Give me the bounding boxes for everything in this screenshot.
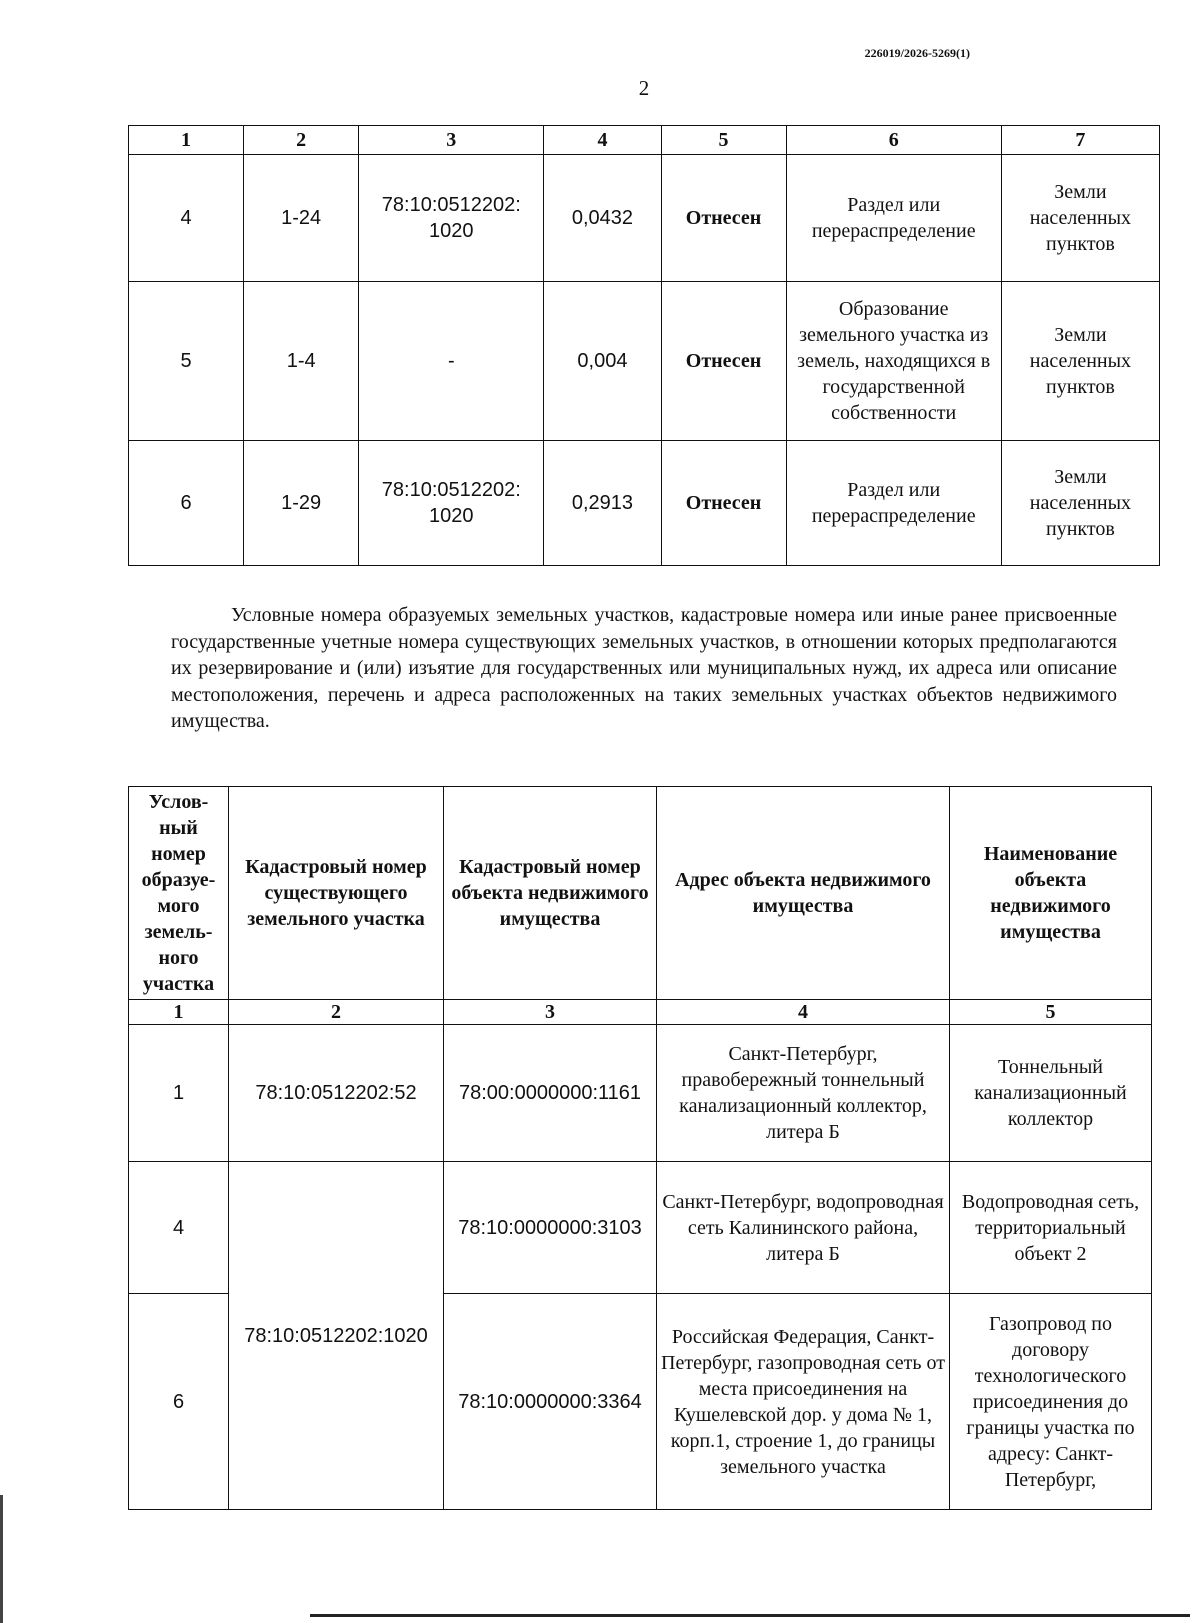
object-cadastral-cell: 78:10:0000000:3364: [444, 1294, 657, 1510]
document-id: 226019/2026-5269(1): [864, 46, 970, 60]
plot-number-cell: 1: [129, 1025, 229, 1162]
table1-cell: 0,0432: [544, 155, 661, 282]
table1-col-header: 4: [544, 126, 661, 155]
table2-col-number: 1: [129, 1000, 229, 1025]
table2-col-header: Адрес объекта недвижимого имущества: [657, 787, 950, 1000]
description-paragraph: Условные номера образуемых земельных участков, кадастровые номера или иные ранее присвоенные государственные учетные номера существующих земельных участков, в отношении которых предполагаются их резервирование и (или) изъятие для государственных или муниципальных нужд, их адреса или описание местоположения, перечень и адреса расположенных на таких земельных участках объектов недвижимого имущества.: [171, 604, 1117, 732]
table1-cell: Отнесен: [661, 441, 786, 566]
land-plots-table: [128, 125, 1160, 566]
table1-cell: 1-29: [244, 441, 359, 566]
table-row: [129, 441, 1160, 566]
table2-header-row: [129, 787, 1152, 1000]
table1-cell: Раздел или перераспределение: [786, 155, 1001, 282]
table1-cell: Земли населенных пунктов: [1001, 282, 1159, 441]
table2-col-header: Наименование объекта недвижимого имущества: [950, 787, 1152, 1000]
table1-cell: 1-24: [244, 155, 359, 282]
address-cell: Санкт-Петербург, правобережный тоннельный канализационный коллектор, литера Б: [657, 1025, 950, 1162]
table1-cell: 5: [129, 282, 244, 441]
table-row: [129, 1025, 1152, 1162]
object-cadastral-cell: 78:10:0000000:3103: [444, 1162, 657, 1294]
table2-col-number: 3: [444, 1000, 657, 1025]
table2-col-header: Услов-ный номер образуе-мого земель-ного участка: [129, 787, 229, 1000]
table1-col-header: 3: [359, 126, 544, 155]
table1-col-header: 6: [786, 126, 1001, 155]
land-cadastral-cell: 78:10:0512202:1020: [229, 1162, 444, 1510]
table1-cell: 78:10:0512202: 1020: [359, 441, 544, 566]
page-number: 2: [638, 76, 650, 100]
land-cadastral-cell: 78:10:0512202:52: [229, 1025, 444, 1162]
address-cell: Российская Федерация, Санкт-Петербург, газопроводная сеть от места присоединения на Кушелевской дор. у дома № 1, корп.1, строение 1, до границы земельного участка: [657, 1294, 950, 1510]
table1-cell: 78:10:0512202: 1020: [359, 155, 544, 282]
object-name-cell: Тоннельный канализационный коллектор: [950, 1025, 1152, 1162]
table1-cell: 0,2913: [544, 441, 661, 566]
table1-cell: Образование земельного участка из земель, находящихся в государственной собственности: [786, 282, 1001, 441]
table2-col-number: 2: [229, 1000, 444, 1025]
table2-col-number: 4: [657, 1000, 950, 1025]
table1-col-header: 5: [661, 126, 786, 155]
object-name-cell: Водопроводная сеть, территориальный объект 2: [950, 1162, 1152, 1294]
scan-edge-line: [310, 1614, 1190, 1617]
plot-number-cell: 6: [129, 1294, 229, 1510]
table1-cell: Отнесен: [661, 282, 786, 441]
object-cadastral-cell: 78:00:0000000:1161: [444, 1025, 657, 1162]
object-name-cell: Газопровод по договору технологического присоединения до границы участка по адресу: Санкт-Петербург,: [950, 1294, 1152, 1510]
table1-cell: -: [359, 282, 544, 441]
table1-cell: Земли населенных пунктов: [1001, 441, 1159, 566]
table1-cell: Отнесен: [661, 155, 786, 282]
real-estate-table: [128, 786, 1152, 1510]
table1-cell: 0,004: [544, 282, 661, 441]
table2-col-number: 5: [950, 1000, 1152, 1025]
table-row: [129, 282, 1160, 441]
table1-header-row: [129, 126, 1160, 155]
table1-col-header: 2: [244, 126, 359, 155]
table1-col-header: 7: [1001, 126, 1159, 155]
table1-cell: Земли населенных пунктов: [1001, 155, 1159, 282]
plot-number-cell: 4: [129, 1162, 229, 1294]
table1-cell: 1-4: [244, 282, 359, 441]
table-row: [129, 155, 1160, 282]
address-cell: Санкт-Петербург, водопроводная сеть Калининского района, литера Б: [657, 1162, 950, 1294]
table2-col-header: Кадастровый номер существующего земельного участка: [229, 787, 444, 1000]
table1-cell: 4: [129, 155, 244, 282]
table2-col-header: Кадастровый номер объекта недвижимого имущества: [444, 787, 657, 1000]
table2-number-row: [129, 1000, 1152, 1025]
table1-cell: Раздел или перераспределение: [786, 441, 1001, 566]
table1-cell: 6: [129, 441, 244, 566]
table1-col-header: 1: [129, 126, 244, 155]
table-row: [129, 1162, 1152, 1294]
scan-margin-mark: [0, 1495, 3, 1623]
